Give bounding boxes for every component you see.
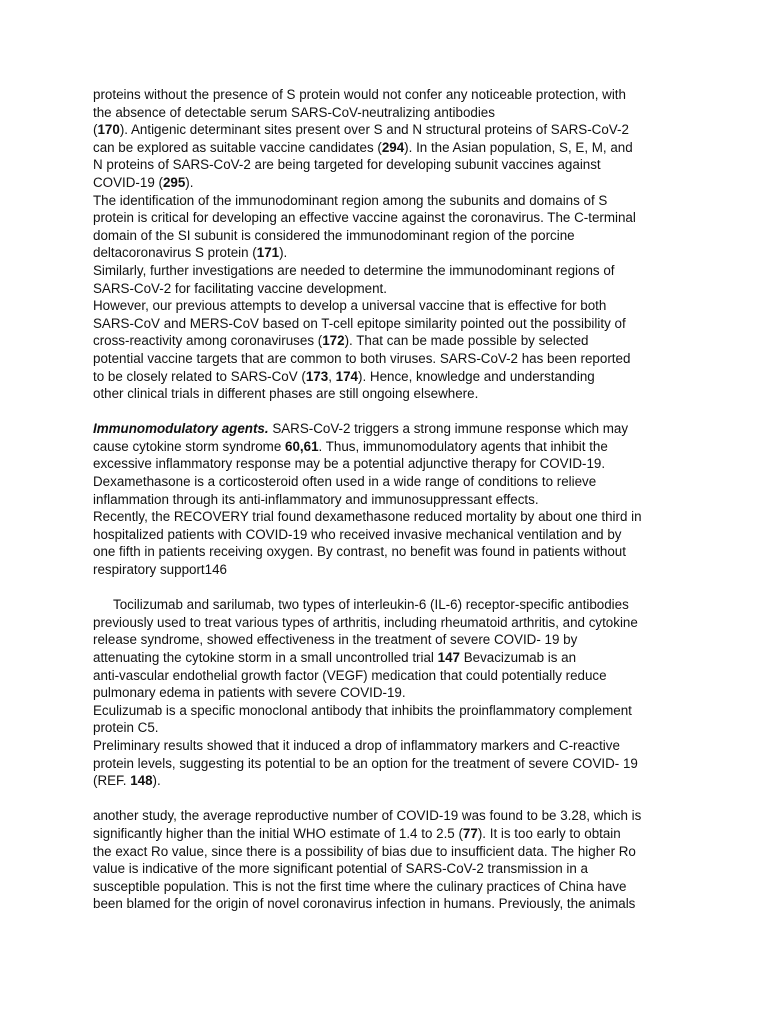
text-line <box>93 174 683 192</box>
citation-ref: 60,61 <box>285 438 319 454</box>
text-line <box>93 596 683 614</box>
citation-ref: 171 <box>256 245 280 261</box>
text-run: other clinical trials in different phases are still ongoing elsewhere. <box>93 386 479 402</box>
text-line <box>93 755 683 773</box>
text-run: SARS-CoV-2 triggers a strong immune response which may <box>268 421 629 437</box>
text-line <box>93 385 683 403</box>
text-run: , <box>328 368 336 384</box>
text-line <box>93 350 683 368</box>
text-line <box>93 667 683 685</box>
text-run: Recently, the RECOVERY trial found dexamethasone reduced mortality by about one third in <box>93 509 642 525</box>
text-line <box>93 297 683 315</box>
text-line <box>93 878 683 896</box>
paragraph-gap <box>93 403 683 421</box>
text-line <box>93 825 683 843</box>
citation-ref: 148 <box>130 773 153 789</box>
text-run: excessive inflammatory response may be a potential adjunctive therapy for COVID-19. <box>93 456 606 472</box>
text-line <box>93 156 683 174</box>
text-run: ). <box>152 773 161 789</box>
text-run: SARS-CoV and MERS-CoV based on T-cell epitope similarity pointed out the possibility of <box>93 315 626 331</box>
text-line <box>93 895 683 913</box>
text-run: Eculizumab is a specific monoclonal antibody that inhibits the proinflammatory complement <box>93 702 632 718</box>
text-line <box>93 209 683 227</box>
text-run: ). <box>185 174 194 190</box>
text-run: domain of the SI subunit is considered the immunodominant region of the porcine <box>93 227 575 243</box>
text-run: the exact Ro value, since there is a possibility of bias due to insufficient data. The higher Ro <box>93 843 636 859</box>
text-line <box>93 737 683 755</box>
text-line <box>93 455 683 473</box>
text-line <box>93 104 683 122</box>
text-run: Preliminary results showed that it induced a drop of inflammatory markers and C-reactive <box>93 737 620 753</box>
document-body <box>93 86 683 913</box>
text-line <box>93 139 683 157</box>
text-run: COVID-19 ( <box>93 174 163 190</box>
text-line <box>93 280 683 298</box>
text-run: one fifth in patients receiving oxygen. By contrast, no benefit was found in patients without <box>93 544 626 560</box>
text-line <box>93 702 683 720</box>
text-run: ). Hence, knowledge and understanding <box>358 368 595 384</box>
text-line <box>93 420 683 438</box>
text-run: pulmonary edema in patients with severe COVID-19. <box>93 685 406 701</box>
text-run: The identification of the immunodominant region among the subunits and domains of S <box>93 192 608 208</box>
text-run: protein C5. <box>93 720 159 736</box>
text-run: deltacoronavirus S protein ( <box>93 245 257 261</box>
citation-ref: 77 <box>462 825 478 841</box>
text-line <box>93 86 683 104</box>
text-run: Similarly, further investigations are needed to determine the immunodominant regions of <box>93 262 615 278</box>
text-run: can be explored as suitable vaccine candidates ( <box>93 139 382 155</box>
text-line <box>93 262 683 280</box>
text-run: potential vaccine targets that are common to both viruses. SARS-CoV-2 has been reported <box>93 350 631 366</box>
text-line <box>93 315 683 333</box>
text-line <box>93 508 683 526</box>
text-run: However, our previous attempts to develop a universal vaccine that is effective for both <box>93 298 607 314</box>
text-line <box>93 649 683 667</box>
text-line <box>93 807 683 825</box>
text-run: Tocilizumab and sarilumab, two types of interleukin-6 (IL-6) receptor-specific antibodies <box>113 597 629 613</box>
text-run: significantly higher than the initial WHO estimate of 1.4 to 2.5 ( <box>93 825 463 841</box>
text-run: N proteins of SARS-CoV-2 are being targeted for developing subunit vaccines against <box>93 157 601 173</box>
text-run: ). In the Asian population, S, E, M, and <box>404 139 633 155</box>
citation-ref: 173 <box>305 368 329 384</box>
text-run: protein levels, suggesting its potential to be an option for the treatment of severe COVID- 19 <box>93 755 638 771</box>
text-run: release syndrome, showed effectiveness in the treatment of severe COVID- 19 by <box>93 632 578 648</box>
text-run: ( <box>93 122 98 138</box>
text-run: Bevacizumab is an <box>459 650 577 665</box>
text-run: SARS-CoV-2 for facilitating vaccine development. <box>93 280 387 296</box>
text-run: cause cytokine storm syndrome <box>93 438 286 454</box>
text-line <box>93 368 683 386</box>
text-run: another study, the average reproductive number of COVID-19 was found to be 3.28, which is <box>93 808 642 824</box>
text-run: hospitalized patients with COVID-19 who received invasive mechanical ventilation and by <box>93 526 622 542</box>
citation-ref: 170 <box>97 122 120 138</box>
citation-ref: 174 <box>335 368 358 384</box>
citation-ref: 147 <box>437 650 460 665</box>
text-run: respiratory support146 <box>93 562 227 578</box>
text-line <box>93 561 683 579</box>
text-run: been blamed for the origin of novel coronavirus infection in humans. Previously, the animals <box>93 896 636 912</box>
text-line <box>93 121 683 139</box>
text-run: cross-reactivity among coronaviruses ( <box>93 333 323 349</box>
text-run: previously used to treat various types of arthritis, including rheumatoid arthritis, and cytokine <box>93 614 638 630</box>
paragraph-gap <box>93 790 683 808</box>
text-run: ). That can be made possible by selected <box>344 333 589 349</box>
text-line <box>93 526 683 544</box>
text-run: anti-vascular endothelial growth factor (VEGF) medication that could potentially reduce <box>93 667 607 683</box>
text-line <box>93 491 683 509</box>
text-run: value is indicative of the more significant potential of SARS-CoV-2 transmission in a <box>93 861 588 877</box>
text-run: . Thus, immunomodulatory agents that inhibit the <box>318 438 608 454</box>
text-run: attenuating the cytokine storm in a small uncontrolled trial <box>93 650 438 665</box>
citation-ref: 295 <box>162 174 186 190</box>
text-line <box>93 772 683 790</box>
text-line <box>93 843 683 861</box>
text-line <box>93 332 683 350</box>
text-line <box>93 473 683 491</box>
text-run: the absence of detectable serum SARS-CoV-neutralizing antibodies <box>93 104 495 120</box>
text-run: Dexamethasone is a corticosteroid often used in a wide range of conditions to relieve <box>93 474 597 490</box>
citation-ref: 172 <box>322 333 345 349</box>
paragraph-gap <box>93 579 683 597</box>
citation-ref: 294 <box>381 139 405 155</box>
text-line <box>93 684 683 702</box>
text-run: susceptible population. This is not the first time where the culinary practices of China have <box>93 878 627 894</box>
text-run: ). <box>279 245 288 261</box>
text-line <box>93 227 683 245</box>
text-line <box>93 860 683 878</box>
text-run: ). Antigenic determinant sites present over S and N structural proteins of SARS-CoV-2 <box>119 122 629 138</box>
text-run: proteins without the presence of S protein would not confer any noticeable protection, with <box>93 87 626 102</box>
text-run: (REF. <box>93 773 131 789</box>
text-run: inflammation through its anti-inflammatory and immunosuppressant effects. <box>93 491 539 507</box>
text-line <box>93 719 683 737</box>
section-heading: Immunomodulatory agents. <box>93 421 269 437</box>
text-run: protein is critical for developing an effective vaccine against the coronavirus. The C-terminal <box>93 210 636 226</box>
text-line <box>93 614 683 632</box>
text-line <box>93 438 683 456</box>
text-line <box>93 543 683 561</box>
text-run: to be closely related to SARS-CoV ( <box>93 368 306 384</box>
text-line <box>93 192 683 210</box>
text-line <box>93 244 683 262</box>
text-run: ). It is too early to obtain <box>477 825 621 841</box>
text-line <box>93 631 683 649</box>
